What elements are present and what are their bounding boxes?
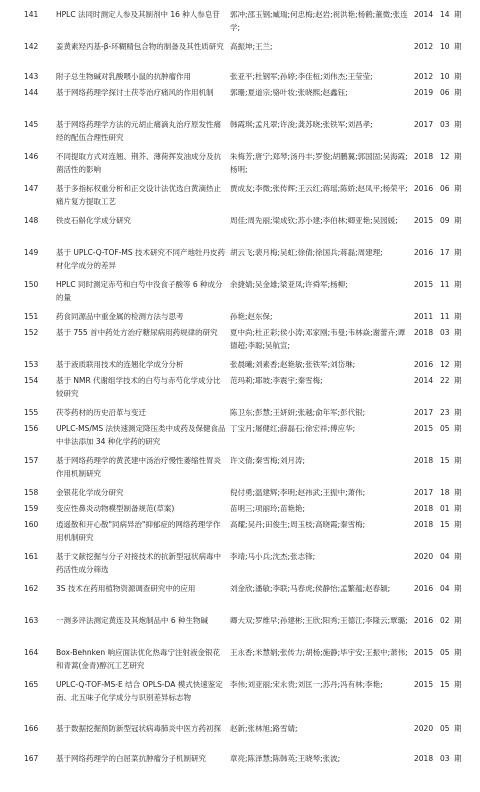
issue-number: 14 — [440, 10, 450, 19]
article-title: 基于多指标权重分析和正交设计法优选白黄滴热止痛片复方提取工艺 — [56, 184, 221, 206]
issue-unit: 期 — [454, 88, 462, 97]
row-number: 143 — [24, 72, 39, 81]
row-number: 154 — [24, 376, 39, 385]
article-title: 逍遥散和开心散"同病异治"抑郁症的网络药理学作用机制研究 — [56, 520, 221, 542]
publication-year: 2015 — [414, 216, 434, 225]
issue-unit: 期 — [454, 120, 462, 129]
article-title: UPLC-Q-TOF-MS-E 结合 OPLS-DA 模式快速鉴定南、北五味子化学成分与识别差异标志物 — [56, 680, 223, 702]
article-title: 基于网络药理学方法的元胡止痛滴丸治疗原发性痛经的配伍合理性研究 — [56, 120, 221, 142]
issue-number: 01 — [440, 504, 450, 513]
issue-unit: 期 — [454, 328, 462, 337]
issue-unit: 期 — [454, 488, 462, 497]
row-number: 152 — [24, 328, 39, 337]
issue-unit: 期 — [454, 520, 462, 529]
article-title: 基于 755 首中药处方治疗糖尿病用药规律的研究 — [56, 328, 218, 337]
article-title: 不同提取方式对连翘、荆芥、薄荷挥发油成分及抗菌活性的影响 — [56, 152, 221, 174]
row-number: 157 — [24, 456, 39, 465]
article-title: 姜黄素羟丙基-β-环糊精包合物的制备及其性质研究 — [56, 42, 224, 51]
publication-year: 2017 — [414, 488, 434, 497]
row-number: 159 — [24, 504, 39, 513]
row-number: 162 — [24, 584, 39, 593]
publication-year: 2018 — [414, 520, 434, 529]
row-number: 150 — [24, 280, 39, 289]
article-authors: 李靖;马小兵;沈杰;张志锋; — [230, 552, 316, 561]
issue-number: 09 — [440, 216, 450, 225]
article-authors: 章亮;陈泽慧;陈韩英;王晓琴;张波; — [230, 754, 341, 763]
issue-unit: 期 — [454, 248, 462, 257]
article-title: UPLC-MS/MS 法快速测定降压类中成药及保健食品中非法添加 34 种化学药的研究 — [56, 424, 226, 446]
issue-number: 23 — [440, 408, 450, 417]
publication-year: 2019 — [414, 88, 434, 97]
article-authors: 赵新;张林旭;路雪婧; — [230, 724, 298, 733]
article-authors: 郭珊;夏道宗;骆叶妆;张晓熙;赵鑫钰; — [230, 88, 348, 97]
issue-unit: 期 — [454, 584, 462, 593]
publication-year: 2016 — [414, 584, 434, 593]
publication-year: 2018 — [414, 504, 434, 513]
issue-unit: 期 — [454, 504, 462, 513]
article-title: 3S 技术在药用植物资源调查研究中的应用 — [56, 584, 196, 593]
article-authors: 韩霞琪;孟凡翠;许浚;龚苏晓;张铁军;刘昌孝; — [230, 120, 373, 129]
article-title: 基于数据挖掘预防新型冠状病毒肺炎中医方药初探 — [56, 724, 221, 733]
row-number: 145 — [24, 120, 39, 129]
article-title: 茯苓药材的历史沿革与变迁 — [56, 408, 146, 417]
article-authors: 夏中尚;杜正彩;侯小涛;邓家刚;韦曼;韦林焱;谢蕾卉;谭德超;李聪;吴航宣; — [230, 328, 406, 350]
article-title: 铁皮石斛化学成分研究 — [56, 216, 131, 225]
row-number: 156 — [24, 424, 39, 433]
article-title: Box-Behnken 响应面法优化热毒宁注射液金银花和青蒿(金青)醇沉工艺研究 — [56, 648, 220, 670]
issue-number: 10 — [440, 42, 450, 51]
issue-number: 05 — [440, 424, 450, 433]
row-number: 141 — [24, 10, 39, 19]
row-number: 161 — [24, 552, 39, 561]
issue-number: 10 — [440, 72, 450, 81]
row-number: 165 — [24, 680, 39, 689]
article-authors: 苗明三;项丽玲;苗艳艳; — [230, 504, 306, 513]
article-title: HPLC 法同时测定人参及其制剂中 16 种人参皂苷 — [56, 10, 220, 19]
publication-year: 2018 — [414, 754, 434, 763]
row-number: 164 — [24, 648, 39, 657]
article-authors: 孙艳;赵东保; — [230, 312, 273, 321]
article-title: 基于液质联用技术的连翘化学成分分析 — [56, 360, 184, 369]
issue-number: 15 — [440, 456, 450, 465]
issue-unit: 期 — [454, 408, 462, 417]
issue-number: 03 — [440, 328, 450, 337]
row-number: 148 — [24, 216, 39, 225]
publication-year: 2011 — [414, 312, 434, 321]
issue-unit: 期 — [454, 376, 462, 385]
issue-number: 15 — [440, 520, 450, 529]
issue-number: 11 — [440, 312, 450, 321]
publication-year: 2020 — [414, 724, 434, 733]
row-number: 158 — [24, 488, 39, 497]
issue-unit: 期 — [454, 10, 462, 19]
publication-year: 2020 — [414, 552, 434, 561]
issue-unit: 期 — [454, 424, 462, 433]
publication-year: 2012 — [414, 72, 434, 81]
article-authors: 周佳;周先丽;梁成钦;苏小建;李伯林;卿亚艳;吴园媛; — [230, 216, 398, 225]
publication-year: 2016 — [414, 184, 434, 193]
publication-year: 2018 — [414, 456, 434, 465]
issue-number: 06 — [440, 88, 450, 97]
article-authors: 范玛莉;耶坡;李震宇;秦雪梅; — [230, 376, 323, 385]
issue-unit: 期 — [454, 754, 462, 763]
article-authors: 许文倩;秦雪梅;刘月涛; — [230, 456, 306, 465]
issue-unit: 期 — [454, 552, 462, 561]
issue-number: 18 — [440, 488, 450, 497]
article-authors: 张晨曦;刘素香;赵艳敏;张铁军;刘岱琳; — [230, 360, 356, 369]
issue-unit: 期 — [454, 152, 462, 161]
publication-year: 2015 — [414, 648, 434, 657]
article-authors: 卿大双;罗维早;孙建彬;王欣;阳秀;王德江;李隆云;覃璐; — [230, 616, 408, 625]
article-title: 基于 NMR 代谢组学技术的白芍与赤芍化学成分比较研究 — [56, 376, 221, 398]
article-authors: 李伟;刘亚丽;宋永贵;刘匡一;苏丹;冯有林;李艳; — [230, 680, 383, 689]
article-authors: 高耀;吴丹;田俊生;周玉枝;高晓霞;秦雪梅; — [230, 520, 366, 529]
row-number: 146 — [24, 152, 39, 161]
publication-year: 2018 — [414, 328, 434, 337]
publication-year: 2016 — [414, 616, 434, 625]
article-title: 附子总生物碱对乳酸喂小鼠的抗肿瘤作用 — [56, 72, 191, 81]
publication-year: 2015 — [414, 280, 434, 289]
article-title: 变应性鼻炎动物模型制备规范(草案) — [56, 504, 175, 513]
issue-unit: 期 — [454, 184, 462, 193]
issue-unit: 期 — [454, 72, 462, 81]
issue-unit: 期 — [454, 312, 462, 321]
article-authors: 陈卫东;彭慧;王妍妍;张越;俞年军;彭代银; — [230, 408, 366, 417]
article-authors: 朱梅芳;唐宁;郑琴;汤丹丰;罗俊;胡鹏翼;郭国固;吴海霞;杨明; — [230, 152, 408, 174]
article-authors: 高振坤;王兰; — [230, 42, 273, 51]
article-authors: 刘金欣;潘敏;李联;马春虎;侯静怡;孟繁蕴;赵春颖; — [230, 584, 391, 593]
row-number: 149 — [24, 248, 39, 257]
issue-unit: 期 — [454, 724, 462, 733]
article-authors: 倪付勇;温建辉;李明;赵祎武;王振中;萧伟; — [230, 488, 366, 497]
publication-year: 2016 — [414, 360, 434, 369]
row-number: 163 — [24, 616, 39, 625]
publication-year: 2012 — [414, 42, 434, 51]
publication-year: 2017 — [414, 408, 434, 417]
article-title: 一测多评法测定黄连及其炮制品中 6 种生物碱 — [56, 616, 209, 625]
issue-number: 03 — [440, 120, 450, 129]
row-number: 155 — [24, 408, 39, 417]
article-title: 金银花化学成分研究 — [56, 488, 124, 497]
row-number: 144 — [24, 88, 39, 97]
article-title: 基于网络药理学探讨土茯苓治疗痛风的作用机制 — [56, 88, 214, 97]
article-title: 基于网络药理学的黄芪建中汤治疗慢性萎缩性胃炎作用机制研究 — [56, 456, 221, 478]
issue-unit: 期 — [454, 42, 462, 51]
issue-number: 22 — [440, 376, 450, 385]
publication-year: 2014 — [414, 10, 434, 19]
issue-number: 12 — [440, 152, 450, 161]
article-authors: 王永香;米慧娟;张传力;胡杨;施静;毕宇安;王振中;萧伟; — [230, 648, 408, 657]
issue-number: 06 — [440, 184, 450, 193]
article-authors: 张亚平;杜钢军;孙婷;李佳桓;刘伟杰;王莹莹; — [230, 72, 373, 81]
row-number: 142 — [24, 42, 39, 51]
article-title: 药食同源品中重金属的检测方法与思考 — [56, 312, 184, 321]
issue-unit: 期 — [454, 648, 462, 657]
article-title: 基于 UPLC-Q-TOF-MS 技术研究不同产地牡丹皮药材化学成分的差异 — [56, 248, 226, 270]
issue-number: 12 — [440, 360, 450, 369]
publication-year: 2017 — [414, 120, 434, 129]
issue-unit: 期 — [454, 216, 462, 225]
article-title: HPLC 同时测定赤芍和白芍中没食子酸等 6 种成分的量 — [56, 280, 223, 302]
issue-number: 03 — [440, 754, 450, 763]
issue-number: 15 — [440, 680, 450, 689]
article-title: 基于文献挖掘与分子对接技术的抗新型冠状病毒中药活性成分筛选 — [56, 552, 221, 574]
issue-number: 11 — [440, 280, 450, 289]
row-number: 166 — [24, 724, 39, 733]
article-authors: 丁宝月;屠健红;薛磊石;徐宏祥;傅应华; — [230, 424, 356, 433]
publication-year: 2016 — [414, 248, 434, 257]
issue-number: 05 — [440, 724, 450, 733]
publication-year: 2015 — [414, 680, 434, 689]
publication-year: 2018 — [414, 152, 434, 161]
issue-unit: 期 — [454, 280, 462, 289]
article-authors: 胡云飞;裴月梅;吴虹;徐倩;徐国兵;蒋磊;周建理; — [230, 248, 383, 257]
issue-unit: 期 — [454, 360, 462, 369]
row-number: 151 — [24, 312, 39, 321]
issue-unit: 期 — [454, 680, 462, 689]
row-number: 147 — [24, 184, 39, 193]
publication-year: 2014 — [414, 376, 434, 385]
row-number: 153 — [24, 360, 39, 369]
issue-number: 04 — [440, 584, 450, 593]
article-title: 基于网络药理学的白屈菜抗肿瘤分子机制研究 — [56, 754, 206, 763]
issue-unit: 期 — [454, 456, 462, 465]
issue-number: 02 — [440, 616, 450, 625]
article-authors: 余捷婧;吴金雄;梁亚凤;许舜军;杨柳; — [230, 280, 348, 289]
row-number: 160 — [24, 520, 39, 529]
article-authors: 郭冲;邵玉钢;臧瑞;何忠梅;赵岩;祝洪艳;杨鹤;董微;张连学; — [230, 10, 408, 32]
issue-unit: 期 — [454, 616, 462, 625]
issue-number: 04 — [440, 552, 450, 561]
issue-number: 05 — [440, 648, 450, 657]
publication-year: 2015 — [414, 424, 434, 433]
article-authors: 贾成友;李微;张传辉;王云红;蒋瑶;陈娇;赵凤平;杨荣平; — [230, 184, 408, 193]
issue-number: 17 — [440, 248, 450, 257]
row-number: 167 — [24, 754, 39, 763]
